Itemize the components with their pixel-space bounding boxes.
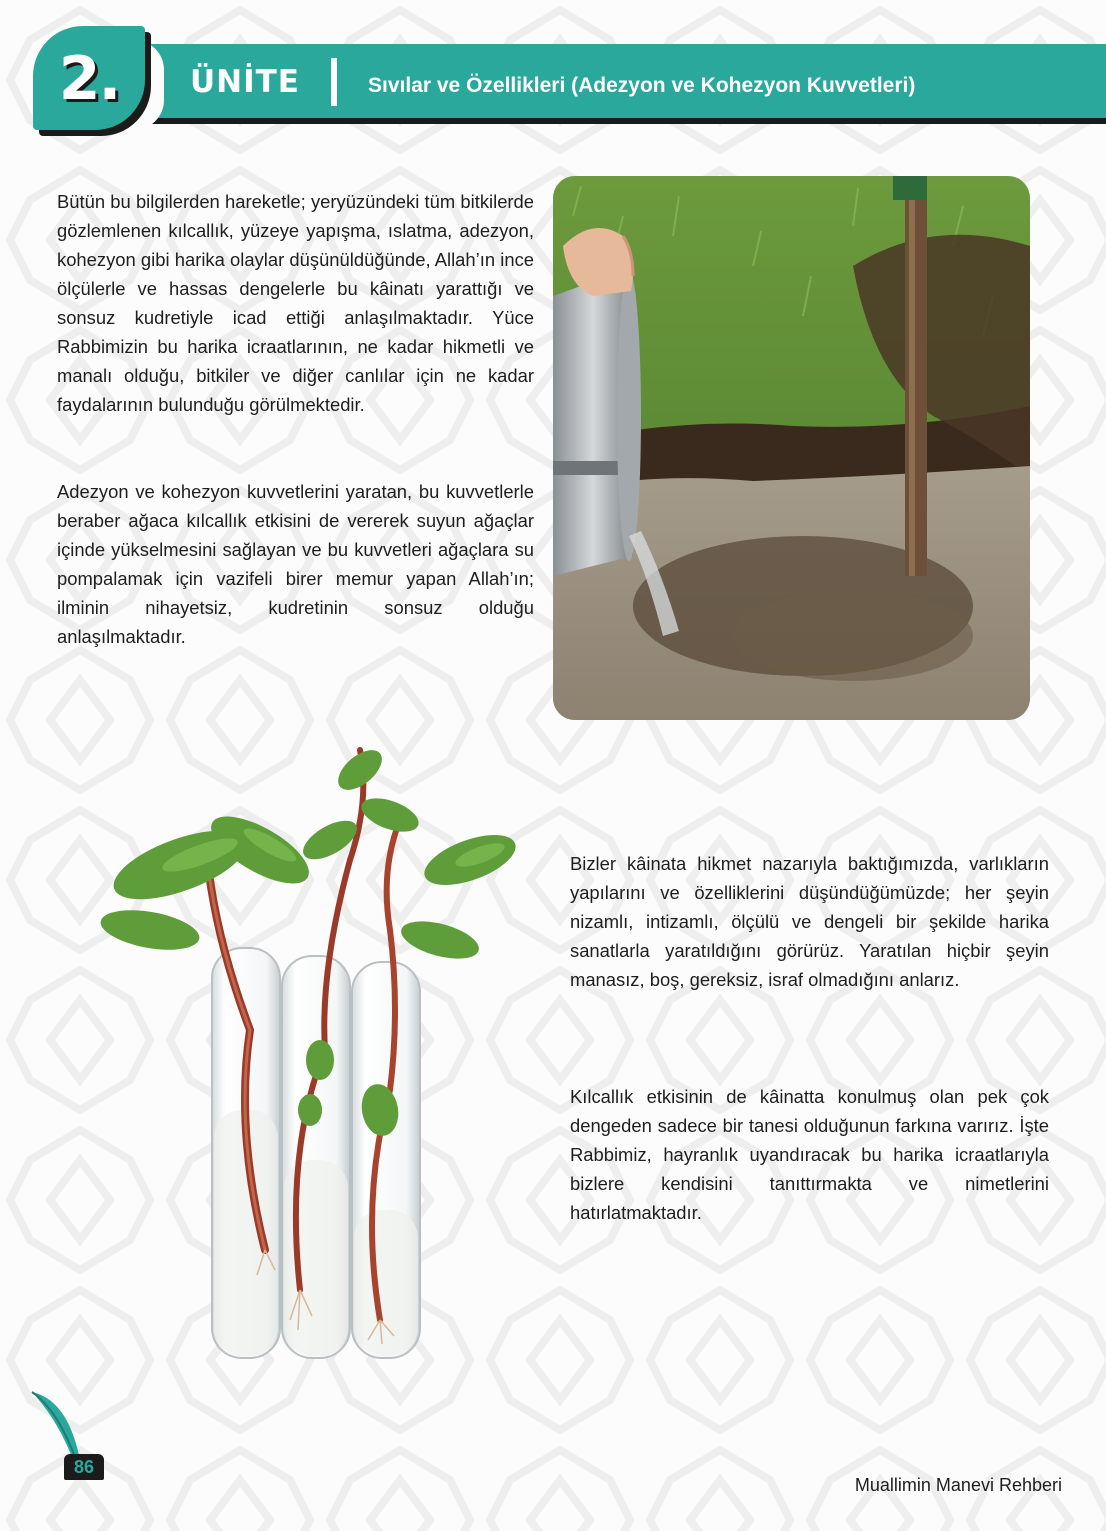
unit-title: Sıvılar ve Özellikleri (Adezyon ve Kohezyon Kuvvetleri) [368,74,916,97]
paragraph-2: Adezyon ve kohezyon kuvvetlerini yaratan, bu kuvvetlerle beraber ağaca kılcallık etkisini de vererek suyun ağaçlar içinde yükselmesini sağlayan ve bu kuvvetleri ağaçlara su pompalamak için vazifeli birer memur yapan Allah’ın; ilminin nihayetsiz, kudretinin sonsuz olduğu anlaşılmaktadır. [57,481,534,647]
paragraph-3: Bizler kâinata hikmet nazarıyla baktığımızda, varlıkların yapılarını ve özelliklerini düşündüğümüzde; her şeyin nizamlı, intizamlı, ölçülü ve dengeli bir şekilde harika sanatlarla yaratıldığını görürüz. Yaratılan hiçbir şeyin manasız, boş, gereksiz, israf olmadığını anlarız. [570,853,1049,990]
unit-number-badge [33,26,153,134]
header-divider [331,58,337,106]
page-number: 86 [73,1456,95,1477]
page-number-box [64,1454,104,1480]
paragraph-4: Kılcallık etkisinin de kâinatta konulmuş olan pek çok dengeden sadece bir tanesi olduğunun farkına varırız. İşte Rabbimiz, hayranlık uyandıracak bu harika icraatlarıyla bizlere kendisini tanıttırmakta ve nimetlerini hatırlatmaktadır. [570,1086,1049,1223]
unit-label: ÜNİTE [190,64,300,100]
photo-watering-tree [553,176,1030,720]
book-title: Muallimin Manevi Rehberi [854,1475,1062,1495]
unit-number: 2. [58,44,120,114]
photo-plants-in-test-tubes [60,730,540,1370]
paragraph-1: Bütün bu bilgilerden hareketle; yeryüzündeki tüm bitkilerde gözlemlenen kılcallık, yüzeye yapışma, ıslatma, adezyon, kohezyon gibi harika olaylar düşünüldüğünde, Allah’ın ince ölçülerle ve hassas dengelerle bu kâinatı yarattığı ve sonsuz kudretiyle icad ettiği anlaşılmaktadır. Yüce Rabbimizin bu harika icraatlarının, ne kadar hikmetli ve manalı olduğu, bitkiler ve diğer canlılar için ne kadar faydalarının bulunduğu görülmektedir. [57,191,534,415]
